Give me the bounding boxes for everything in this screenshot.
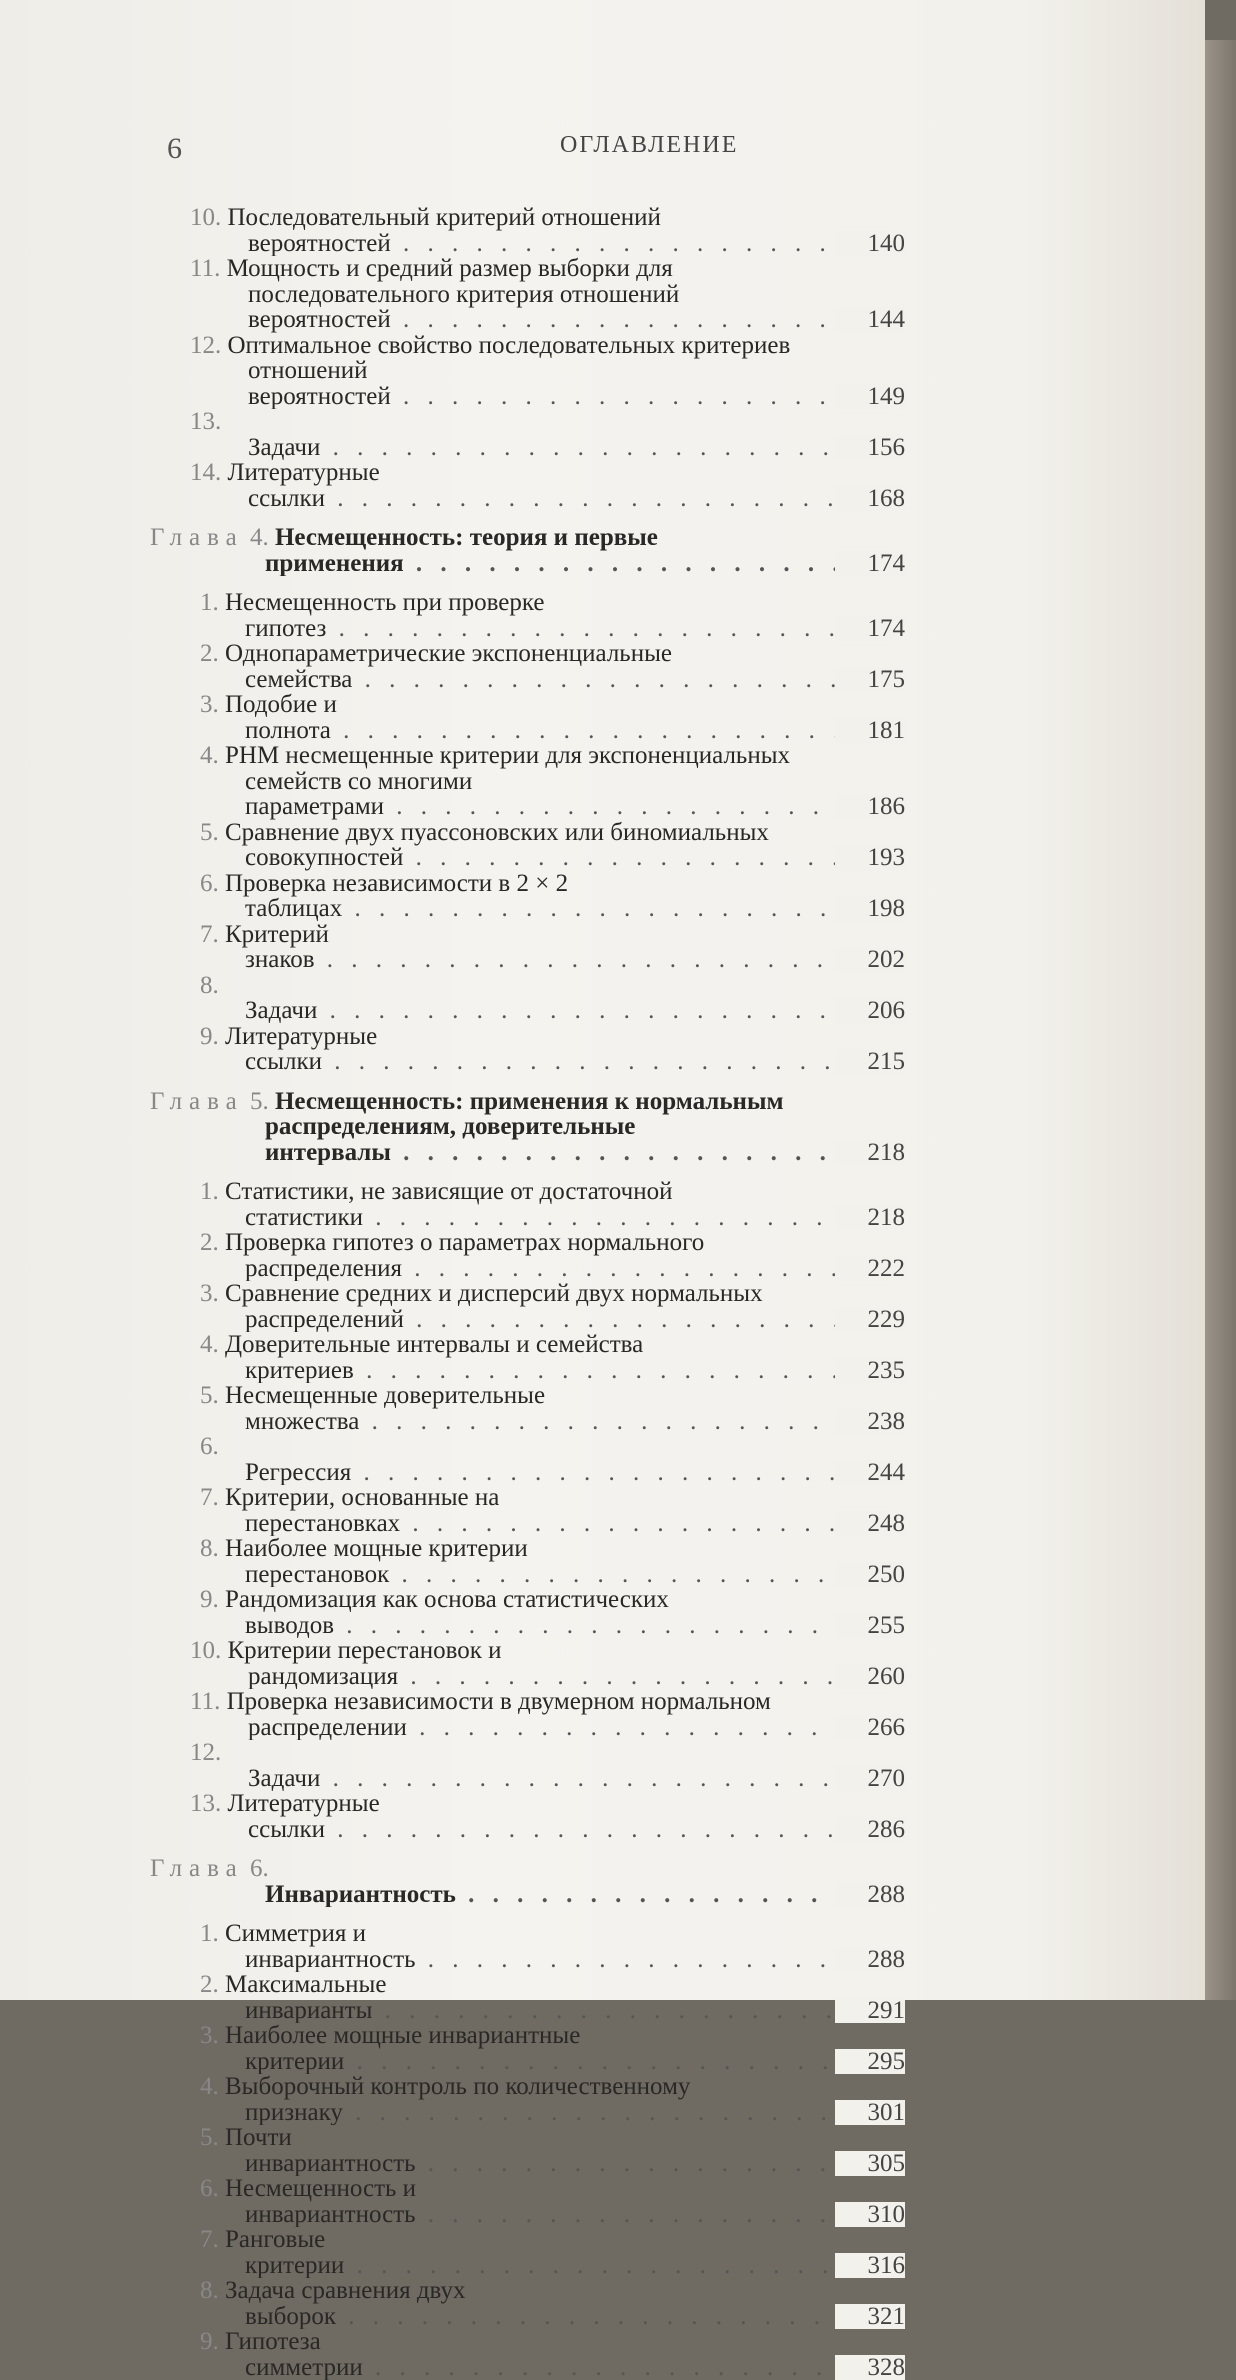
entry-number: 1.: [200, 1921, 219, 1947]
entry-title: Сравнение средних и дисперсий двух нормальных распределений . . .: [225, 1281, 905, 1332]
entry-page: 286: [835, 1817, 905, 1843]
entry-title: Проверка гипотез о параметрах нормального распределения . . .: [225, 1230, 905, 1281]
entry-page: 206: [835, 998, 905, 1024]
entry-title: Наиболее мощные инвариантные критерии . . .: [225, 2023, 905, 2074]
entry-title: Почти инвариантность . . .: [225, 2125, 905, 2176]
entry-title: Гипотеза симметрии . . .: [225, 2329, 905, 2380]
entry-page: 291: [835, 1998, 905, 2024]
chapter-number: 4.: [250, 525, 269, 551]
entry-title: Доверительные интервалы и семейства критериев . . .: [225, 1332, 905, 1383]
toc-entry: [150, 2023, 905, 2074]
entry-number: 7.: [200, 922, 219, 948]
entry-number: 5.: [200, 820, 219, 846]
entry-number: 11.: [190, 256, 220, 282]
entry-title: Максимальные инварианты . . .: [225, 1972, 905, 2023]
entry-page: 229: [835, 1307, 905, 1333]
entry-title: Наиболее мощные критерии перестановок . . .: [225, 1536, 905, 1587]
chapter-page: 174: [835, 551, 905, 577]
toc-entry: [150, 1921, 905, 1972]
entry-title: Проверка независимости в 2 × 2 таблицах . . .: [225, 871, 905, 922]
chapter-page: 288: [835, 1882, 905, 1908]
toc-entry: [150, 1485, 905, 1536]
entry-number: 3.: [200, 692, 219, 718]
entry-number: 10.: [190, 1638, 221, 1664]
toc-entry: [150, 1024, 905, 1075]
entry-page: 215: [835, 1049, 905, 1075]
entry-page: 144: [835, 307, 905, 333]
chapter-label: Глава: [150, 1089, 244, 1115]
toc-entry: [150, 1434, 905, 1485]
entry-page: 295: [835, 2049, 905, 2075]
entry-page: 175: [835, 667, 905, 693]
entry-page: 202: [835, 947, 905, 973]
entry-number: 2.: [200, 1230, 219, 1256]
entry-title: Литературные ссылки . . .: [228, 460, 906, 511]
toc-entry: [150, 820, 905, 871]
entry-title: Выборочный контроль по количественному признаку . . .: [225, 2074, 905, 2125]
toc-entry: [150, 2278, 905, 2329]
entry-title: Литературные ссылки . . .: [225, 1024, 905, 1075]
entry-title: РНМ несмещенные критерии для экспоненциальных семейств со многими параметрами . . .: [225, 743, 905, 820]
entry-number: 6.: [200, 871, 219, 897]
entry-number: 12.: [190, 1740, 221, 1766]
entry-number: 13.: [190, 409, 221, 435]
entry-title: Литературные ссылки . . .: [228, 1791, 906, 1842]
entry-number: 8.: [200, 1536, 219, 1562]
chapter-number: 6.: [250, 1856, 269, 1882]
entry-number: 11.: [190, 1689, 220, 1715]
entry-page: 156: [835, 435, 905, 461]
entry-number: 1.: [200, 1179, 219, 1205]
toc-entry: [150, 2074, 905, 2125]
running-head: ОГЛАВЛЕНИЕ: [560, 132, 738, 159]
entry-number: 5.: [200, 2125, 219, 2151]
toc-entry: [150, 1689, 905, 1740]
toc-entry: [150, 205, 905, 256]
entry-title: Критерии, основанные на перестановках . . .: [225, 1485, 905, 1536]
chapter-label: Глава: [150, 1856, 244, 1882]
entry-page: 266: [835, 1715, 905, 1741]
entry-number: 4.: [200, 2074, 219, 2100]
entry-title: Мощность и средний размер выборки для последовательного критерия отношений вероятностей . . .: [227, 256, 905, 333]
entry-page: 301: [835, 2100, 905, 2126]
entry-title: Рандомизация как основа статистических выводов . . .: [225, 1587, 905, 1638]
entry-number: 7.: [200, 1485, 219, 1511]
entry-number: 13.: [190, 1791, 221, 1817]
entry-number: 10.: [190, 205, 221, 231]
entry-page: 316: [835, 2253, 905, 2279]
chapter-heading: [150, 1856, 905, 1907]
toc-entry: [150, 2227, 905, 2278]
toc-entry: [150, 1587, 905, 1638]
entry-title: Симметрия и инвариантность . . .: [225, 1921, 905, 1972]
toc-entry: [150, 590, 905, 641]
toc-entry: [150, 2176, 905, 2227]
entry-number: 7.: [200, 2227, 219, 2253]
entry-number: 9.: [200, 1024, 219, 1050]
toc-entry: [150, 1536, 905, 1587]
entry-title: Критерий знаков . . .: [225, 922, 905, 973]
entry-title: Критерии перестановок и рандомизация . . .: [228, 1638, 906, 1689]
entry-page: 238: [835, 1409, 905, 1435]
entry-page: 218: [835, 1205, 905, 1231]
table-of-contents: [150, 205, 905, 2380]
entry-page: 288: [835, 1947, 905, 1973]
toc-entry: [150, 1638, 905, 1689]
entry-page: 222: [835, 1256, 905, 1282]
entry-page: 140: [835, 231, 905, 257]
entry-page: 310: [835, 2202, 905, 2228]
entry-page: 244: [835, 1460, 905, 1486]
chapter-heading: [150, 525, 905, 576]
entry-page: 305: [835, 2151, 905, 2177]
entry-title: Сравнение двух пуассоновских или биномиальных совокупностей . . .: [225, 820, 905, 871]
entry-number: 6.: [200, 1434, 219, 1460]
entry-title: Задачи . . .: [245, 997, 905, 1024]
toc-entry: [150, 1383, 905, 1434]
entry-page: 260: [835, 1664, 905, 1690]
chapter-number: 5.: [250, 1089, 269, 1115]
toc-entry: [150, 333, 905, 410]
entry-number: 9.: [200, 1587, 219, 1613]
entry-page: 235: [835, 1358, 905, 1384]
entry-page: 149: [835, 384, 905, 410]
toc-entry: [150, 973, 905, 1024]
toc-entry: [150, 1332, 905, 1383]
toc-entry: [150, 641, 905, 692]
entry-title: Однопараметрические экспоненциальные семейства . . .: [225, 641, 905, 692]
toc-entry: [150, 460, 905, 511]
entry-number: 14.: [190, 460, 221, 486]
chapter-label: Глава: [150, 525, 244, 551]
entry-page: 328: [835, 2355, 905, 2380]
book-edge: [1205, 40, 1236, 2000]
entry-page: 198: [835, 896, 905, 922]
toc-entry: [150, 256, 905, 333]
toc-entry: [150, 1281, 905, 1332]
toc-entry: [150, 2125, 905, 2176]
entry-number: 2.: [200, 1972, 219, 1998]
chapter-page: 218: [835, 1140, 905, 1166]
entry-title: Проверка независимости в двумерном нормальном распределении . . .: [227, 1689, 905, 1740]
entry-page: 321: [835, 2304, 905, 2330]
chapter-heading: [150, 1089, 905, 1166]
toc-entry: [150, 1179, 905, 1230]
toc-entry: [150, 692, 905, 743]
entry-title: Подобие и полнота . . .: [225, 692, 905, 743]
entry-number: 8.: [200, 2278, 219, 2304]
entry-title: Оптимальное свойство последовательных критериев отношений вероятностей . . .: [228, 333, 906, 410]
entry-number: 6.: [200, 2176, 219, 2202]
toc-entry: [150, 1230, 905, 1281]
chapter-title: Несмещенность: теория и первые применения . . .: [265, 525, 905, 576]
entry-number: 4.: [200, 1332, 219, 1358]
entry-page: 168: [835, 486, 905, 512]
entry-number: 9.: [200, 2329, 219, 2355]
entry-page: 270: [835, 1766, 905, 1792]
entry-title: Задачи . . .: [248, 1765, 905, 1792]
entry-title: Несмещенные доверительные множества . . .: [225, 1383, 905, 1434]
entry-page: 255: [835, 1613, 905, 1639]
entry-title: Регрессия . . .: [245, 1459, 905, 1486]
toc-entry: [150, 409, 905, 460]
entry-page: 174: [835, 616, 905, 642]
toc-entry: [150, 1791, 905, 1842]
entry-number: 3.: [200, 2023, 219, 2049]
entry-page: 250: [835, 1562, 905, 1588]
toc-entry: [150, 743, 905, 820]
entry-title: Статистики, не зависящие от достаточной статистики . . .: [225, 1179, 905, 1230]
entry-title: Несмещенность и инвариантность . . .: [225, 2176, 905, 2227]
entry-page: 193: [835, 845, 905, 871]
chapter-title: Несмещенность: применения к нормальным распределениям, доверительные интервалы . . .: [265, 1089, 905, 1166]
entry-number: 3.: [200, 1281, 219, 1307]
entry-title: Несмещенность при проверке гипотез . . .: [225, 590, 905, 641]
page-number: 6: [167, 132, 182, 166]
entry-title: Задача сравнения двух выборок . . .: [225, 2278, 905, 2329]
entry-title: Последовательный критерий отношений вероятностей . . .: [228, 205, 906, 256]
toc-entry: [150, 1972, 905, 2023]
entry-number: 8.: [200, 973, 219, 999]
toc-entry: [150, 1740, 905, 1791]
chapter-title: Инвариантность . . .: [265, 1881, 905, 1908]
entry-number: 12.: [190, 333, 221, 359]
entry-page: 248: [835, 1511, 905, 1537]
entry-page: 181: [835, 718, 905, 744]
toc-entry: [150, 922, 905, 973]
entry-number: 1.: [200, 590, 219, 616]
entry-title: Ранговые критерии . . .: [225, 2227, 905, 2278]
entry-title: Задачи . . .: [248, 434, 905, 461]
entry-number: 2.: [200, 641, 219, 667]
toc-entry: [150, 871, 905, 922]
entry-number: 4.: [200, 743, 219, 769]
entry-number: 5.: [200, 1383, 219, 1409]
entry-page: 186: [835, 794, 905, 820]
toc-entry: [150, 2329, 905, 2380]
